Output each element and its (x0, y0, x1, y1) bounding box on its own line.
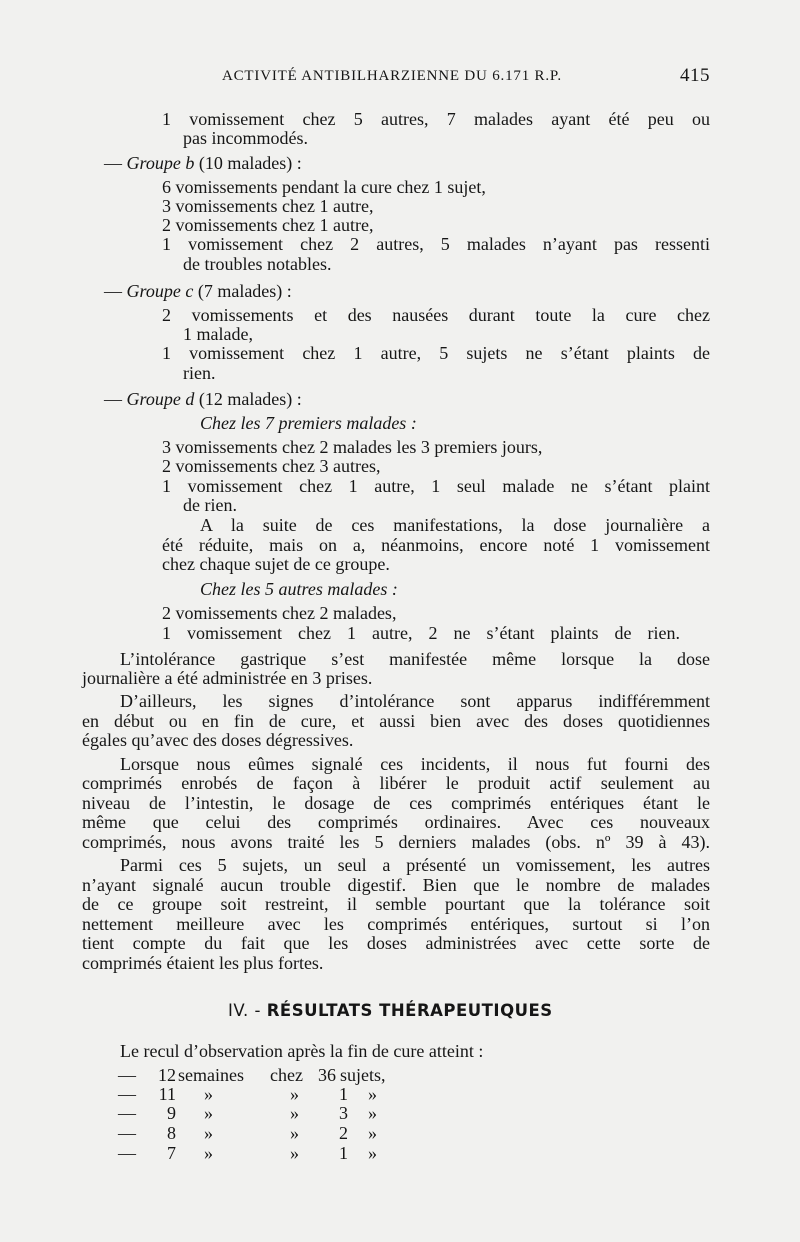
text-line: été réduite, mais on a, néanmoins, encore noté 1 vomissement (162, 535, 710, 555)
text-line: Lorsque nous eûmes signalé ces incidents, il nous fut fourni des (120, 754, 710, 774)
text-line: 1 vomissement chez 1 autre, 2 ne s’étant plaints de rien. (162, 623, 680, 643)
text-line: nettement meilleure avec les comprimés entériques, surtout si l’on (82, 914, 710, 934)
section-heading (228, 1000, 553, 1022)
text-line: niveau de l’intestin, le dosage de ces comprimés entériques étant le (82, 793, 710, 813)
text-line: 2 vomissements et des nausées durant toute la cure chez (162, 305, 710, 325)
section-number: IV. - (228, 1001, 267, 1020)
text-line: 1 vomissement chez 1 autre, 1 seul malade ne s’étant plaint (162, 476, 710, 496)
text-line: journalière a été administrée en 3 prises. (82, 668, 373, 688)
text-line: 1 vomissement chez 2 autres, 5 malades n’ayant pas ressenti (162, 234, 710, 254)
group-name: Groupe c (126, 281, 194, 301)
subheading: Chez les 7 premiers malades : (200, 413, 417, 433)
section-title: RÉSULTATS THÉRAPEUTIQUES (266, 1001, 553, 1020)
text-line: Parmi ces 5 sujets, un seul a présenté un vomissement, les autres (120, 855, 710, 875)
text-line: L’intolérance gastrique s’est manifestée même lorsque la dose (120, 649, 710, 669)
text-line: 3 vomissements chez 2 malades les 3 premiers jours, (162, 437, 543, 457)
text-line: rien. (183, 363, 216, 383)
text-line: en début ou en fin de cure, et aussi bien avec des doses quotidiennes (82, 711, 710, 731)
running-title: ACTIVITÉ ANTIBILHARZIENNE DU 6.171 R.P. (222, 68, 562, 84)
text-line: pas incommodés. (183, 128, 308, 148)
text-line: de troubles notables. (183, 254, 332, 274)
results-row: — 8 » » 2 » (118, 1123, 377, 1143)
text-line: comprimés étaient les plus fortes. (82, 953, 324, 973)
text-line: tient compte du fait que les doses administrées avec cette sorte de (82, 933, 710, 953)
subheading: Chez les 5 autres malades : (200, 579, 398, 599)
text-line: 2 vomissements chez 2 malades, (162, 603, 397, 623)
page-number: 415 (680, 65, 710, 86)
text-line: 2 vomissements chez 3 autres, (162, 456, 381, 476)
text-line: comprimés enrobés de façon à libérer le produit actif seulement au (82, 773, 710, 793)
text-line: de rien. (183, 495, 237, 515)
group-name: Groupe d (126, 389, 195, 409)
results-row: — 9 » » 3 » (118, 1103, 377, 1123)
text-line: 1 vomissement chez 5 autres, 7 malades ayant été peu ou (162, 109, 710, 129)
text-line: même que celui des comprimés ordinaires. Avec ces nouveaux (82, 812, 710, 832)
text-line: comprimés, nous avons traité les 5 derniers malades (obs. nº 39 à 43). (82, 832, 710, 852)
text-line: de ce groupe soit restreint, il semble pourtant que la tolérance soit (82, 894, 710, 914)
text-line: D’ailleurs, les signes d’intolérance sont apparus indifféremment (120, 691, 710, 711)
text-line: 1 malade, (183, 324, 253, 344)
group-heading: — Groupe c (7 malades) : (104, 281, 292, 301)
results-row: — 7 » » 1 » (118, 1143, 377, 1163)
results-row: — 11 » » 1 » (118, 1084, 377, 1104)
text-line: 3 vomissements chez 1 autre, (162, 196, 374, 216)
results-intro: Le recul d’observation après la fin de cure atteint : (120, 1041, 484, 1061)
group-heading: — Groupe b (10 malades) : (104, 153, 302, 173)
text-line: 6 vomissements pendant la cure chez 1 sujet, (162, 177, 486, 197)
text-line: chez chaque sujet de ce groupe. (162, 554, 390, 574)
group-heading: — Groupe d (12 malades) : (104, 389, 302, 409)
text-line: égales qu’avec des doses dégressives. (82, 730, 354, 750)
text-line: A la suite de ces manifestations, la dose journalière a (200, 515, 710, 535)
text-line: 2 vomissements chez 1 autre, (162, 215, 374, 235)
results-row: — 12 semaines chez 36 sujets, (118, 1065, 386, 1085)
group-name: Groupe b (126, 153, 195, 173)
text-line: n’ayant signalé aucun trouble digestif. Bien que le nombre de malades (82, 875, 710, 895)
text-line: 1 vomissement chez 1 autre, 5 sujets ne s’étant plaints de (162, 343, 710, 363)
